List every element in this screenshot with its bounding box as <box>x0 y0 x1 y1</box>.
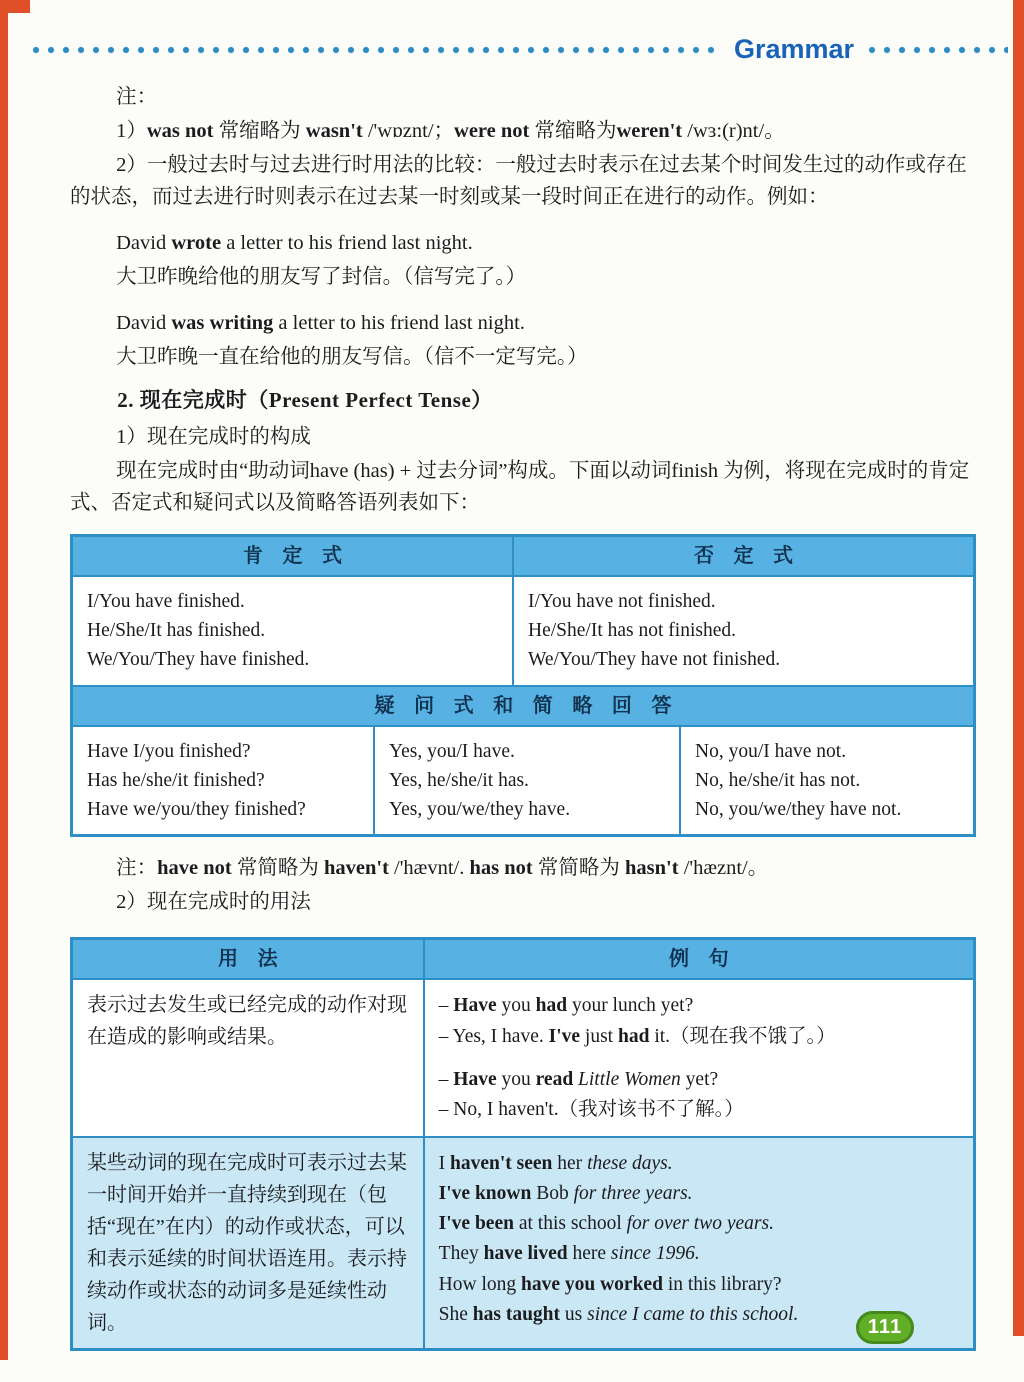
table-line: No, you/I have not. <box>695 740 847 762</box>
affirmative-cell <box>73 577 512 685</box>
example-2-zh: 大卫昨晚一直在给他的朋友写信。（信不一定写完。） <box>116 345 588 368</box>
page-corner-mark <box>0 0 30 13</box>
forms-table-header-row <box>73 537 973 575</box>
contraction-note: 注：have not 常简略为 haven't /'hævnt/. has not 常简略为 hasn't /'hæznt/。 <box>116 857 769 880</box>
usage-1-examples <box>423 980 973 1135</box>
page-content <box>70 82 976 1351</box>
example-line: How long have you worked in this library? <box>438 1273 782 1295</box>
page-number-badge: 111 <box>856 1311 914 1344</box>
table-line: Have we/you/they finished? <box>87 799 306 821</box>
usage-row-1 <box>73 978 973 1135</box>
table-line: We/You/They have not finished. <box>528 649 781 671</box>
subheading-usage: 2）现在完成时的用法 <box>116 891 311 914</box>
usage-2-text: 某些动词的现在完成时可表示过去某一时间开始并一直持续到现在（包括“现在”在内）的动作或状态，可以和表示延续的时间状语连用。表示持续动作或状态的动词多是延续性动词。 <box>73 1138 423 1348</box>
usage-table <box>70 937 976 1350</box>
forms-table <box>70 534 976 838</box>
example-2-en: David was writing a letter to his friend last night. <box>116 311 525 334</box>
example-line: I've known Bob for three years. <box>438 1182 693 1204</box>
dotted-rule-right-icon <box>868 46 1008 54</box>
construction-paragraph: 现在完成时由“助动词have (has) + 过去分词”构成。下面以动词finish 为例，将现在完成时的肯定式、否定式和疑问式以及简略答语列表如下： <box>70 459 970 514</box>
table-line: No, you/we/they have not. <box>695 799 902 821</box>
no-answer-cell <box>679 727 973 835</box>
note-item-1: 1）was not 常缩略为 wasn't /'wɒznt/；were not 常缩略为weren't /wɜ:(r)nt/。 <box>116 119 785 142</box>
note-label: 注： <box>116 86 158 108</box>
forms-table-body-row <box>73 575 973 685</box>
question-header: 疑 问 式 和 简 略 回 答 <box>73 687 973 725</box>
example-header: 例 句 <box>423 940 973 978</box>
table-line: He/She/It has finished. <box>87 619 266 641</box>
example-1-zh: 大卫昨晚给他的朋友写了封信。（信写完了。） <box>116 265 527 288</box>
table-line: Yes, you/I have. <box>389 740 515 762</box>
table-line: Has he/she/it finished? <box>87 769 265 791</box>
example-line: – No, I haven't.（我对该书不了解。） <box>438 1099 744 1121</box>
grammar-header <box>32 36 1008 63</box>
example-line: I haven't seen her these days. <box>438 1152 673 1174</box>
subheading-construction: 1）现在完成时的构成 <box>116 425 311 448</box>
example-line: – Have you read Little Women yet? <box>438 1068 719 1090</box>
table-line: I/You have not finished. <box>528 590 716 612</box>
affirmative-header: 肯 定 式 <box>73 537 512 575</box>
present-perfect-heading: 2. 现在完成时（Present Perfect Tense） <box>117 387 493 412</box>
negative-header: 否 定 式 <box>512 537 973 575</box>
table-line: He/She/It has not finished. <box>528 619 736 641</box>
example-line: – Have you had your lunch yet? <box>438 995 694 1017</box>
table-line: Yes, he/she/it has. <box>389 769 529 791</box>
example-line: She has taught us since I came to this school. <box>438 1304 799 1326</box>
example-line: They have lived here since 1996. <box>438 1243 700 1265</box>
usage-row-2 <box>73 1136 973 1348</box>
example-1-en: David wrote a letter to his friend last night. <box>116 231 473 254</box>
section-title: Grammar <box>734 34 855 64</box>
yes-answer-cell <box>373 727 679 835</box>
table-line: Have I/you finished? <box>87 740 251 762</box>
table-line: I/You have finished. <box>87 590 245 612</box>
usage-1-text: 表示过去发生或已经完成的动作对现在造成的影响或结果。 <box>87 994 407 1049</box>
usage-table-header-row <box>73 940 973 978</box>
negative-cell <box>512 577 973 685</box>
question-cell <box>73 727 373 835</box>
page-edge-right <box>1013 0 1024 1336</box>
page-edge-left <box>0 0 8 1360</box>
table-line: Yes, you/we/they have. <box>389 799 571 821</box>
table-line: We/You/They have finished. <box>87 649 310 671</box>
table-line: No, he/she/it has not. <box>695 769 861 791</box>
question-header-row <box>73 685 973 725</box>
example-line: I've been at this school for over two years. <box>438 1213 774 1235</box>
example-line: – Yes, I have. I've just had it.（现在我不饿了。） <box>438 1025 836 1047</box>
question-body-row <box>73 725 973 835</box>
usage-header: 用 法 <box>73 940 423 978</box>
dotted-rule-left-icon <box>32 46 720 54</box>
note-item-2: 2）一般过去时与过去进行时用法的比较：一般过去时表示在过去某个时间发生过的动作或存在的状态，而过去进行时则表示在过去某一时刻或某一段时间正在进行的动作。例如： <box>70 153 967 208</box>
